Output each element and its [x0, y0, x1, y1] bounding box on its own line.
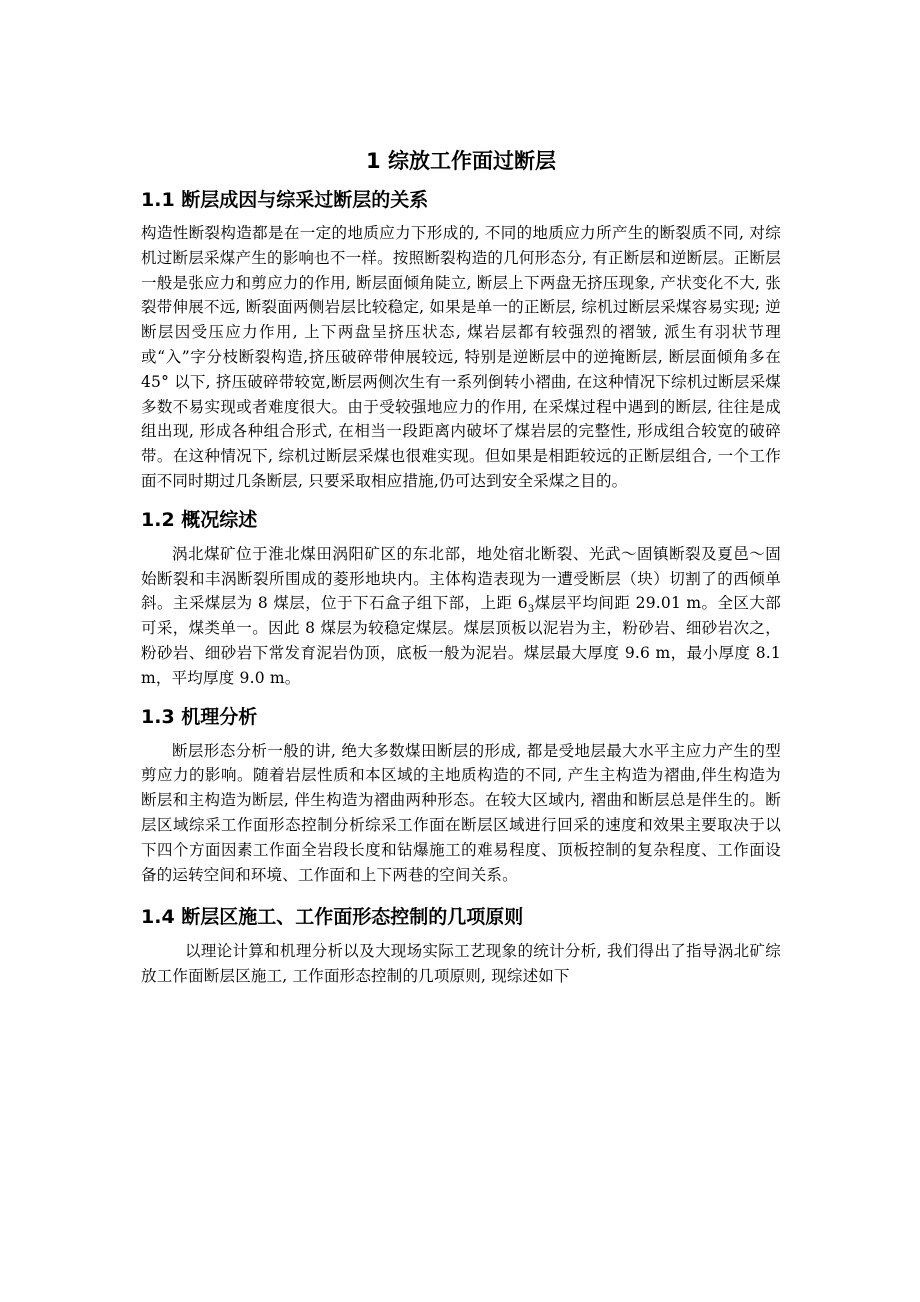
section-heading: 1.3 机理分析	[141, 705, 258, 728]
section-1-4	[141, 903, 781, 989]
document-title: 1 综放工作面过断层	[366, 149, 556, 173]
section-heading: 1.2 概况综述	[141, 508, 258, 531]
section-heading: 1.1 断层成因与综采过断层的关系	[141, 189, 429, 211]
section-1-3	[141, 703, 781, 888]
subscript-text: 3	[527, 604, 535, 616]
section-paragraph: 构造性断裂构造都是在一定的地质应力下形成的, 不同的地质应力所产生的断裂质不同, 对综机过断层采煤产生的影响也不一样。按照断裂构造的几何形态分, 有正断层和逆断层。正断层一般是张应力和剪应力的作用, 断层面倾角陡立, 断层上下两盘无挤压现象, 产状变化不大, 张裂带伸展不远, 断裂面两侧岩层比较稳定, 如果是单一的正断层, 综机过断层采煤容易实现; 逆断层因受压应力作用, 上下两盘呈挤压状态, 煤岩层都有较强烈的褶皱, 派生有羽状节理或“入”字分枝断裂构造,挤压破碎带伸展较远, 特别是逆断层中的逆掩断层, 断层面倾角多在 45° 以下, 挤压破碎带较宽,断层两侧次生有一系列倒转小褶曲, 在这种情况下综机过断层采煤多数不易实现或者难度很大。由于受较强地应力的作用, 在采煤过程中遇到的断层, 往往是成组出现, 形成各种组合形式, 在相当一段距离内破坏了煤岩层的完整性, 形成组合较宽的破碎带。在这种情况下, 综机过断层采煤也很难实现。但如果是相距较远的正断层组合, 一个工作面不同时期过几条断层, 只要采取相应措施,仍可达到安全采煤之目的。	[141, 224, 781, 490]
section-1-1	[141, 186, 781, 494]
document-page	[141, 146, 781, 989]
section-heading: 1.4 断层区施工、工作面形态控制的几项原则	[141, 906, 524, 929]
paragraph-text: 涡北煤矿位于淮北煤田涡阳矿区的东北部，地处宿北断裂、光武～固镇断裂及夏邑～固始断裂和丰涡断裂所围成的菱形地块内。主体构造表现为一遭受断层（块）切割了的西倾单斜。主采煤层为 8 煤层，位于下石盒子组下部，上距 6	[141, 544, 781, 613]
section-paragraph	[141, 542, 781, 691]
section-paragraph: 以理论计算和机理分析以及大现场实际工艺现象的统计分析, 我们得出了指导涡北矿综放工作面断层区施工, 工作面形态控制的几项原则, 现综述如下	[141, 942, 781, 986]
paragraph-text: 煤层平均间距 29.01 m。全区大部可采，煤类单一。因此 8 煤层为较稳定煤层。煤层顶板以泥岩为主，粉砂岩、细砂岩次之，粉砂岩、细砂岩下常发育泥岩伪顶，底板一般为泥岩。煤层最大厚度 9.6 m，最小厚度 8.1 m，平均厚度 9.0 m。	[141, 594, 782, 687]
section-paragraph: 断层形态分析一般的讲, 绝大多数煤田断层的形成, 都是受地层最大水平主应力产生的型剪应力的影响。随着岩层性质和本区域的主地质构造的不同, 产生主构造为褶曲,伴生构造为断层和主构造为断层, 伴生构造为褶曲两种形态。在较大区域内, 褶曲和断层总是伴生的。断层区域综采工作面形态控制分析综采工作面在断层区域进行回采的速度和效果主要取决于以下四个方面因素工作面全岩段长度和钻爆施工的难易程度、顶板控制的复杂程度、工作面设备的运转空间和环境、工作面和上下两巷的空间关系。	[141, 741, 781, 884]
section-1-2	[141, 506, 781, 691]
